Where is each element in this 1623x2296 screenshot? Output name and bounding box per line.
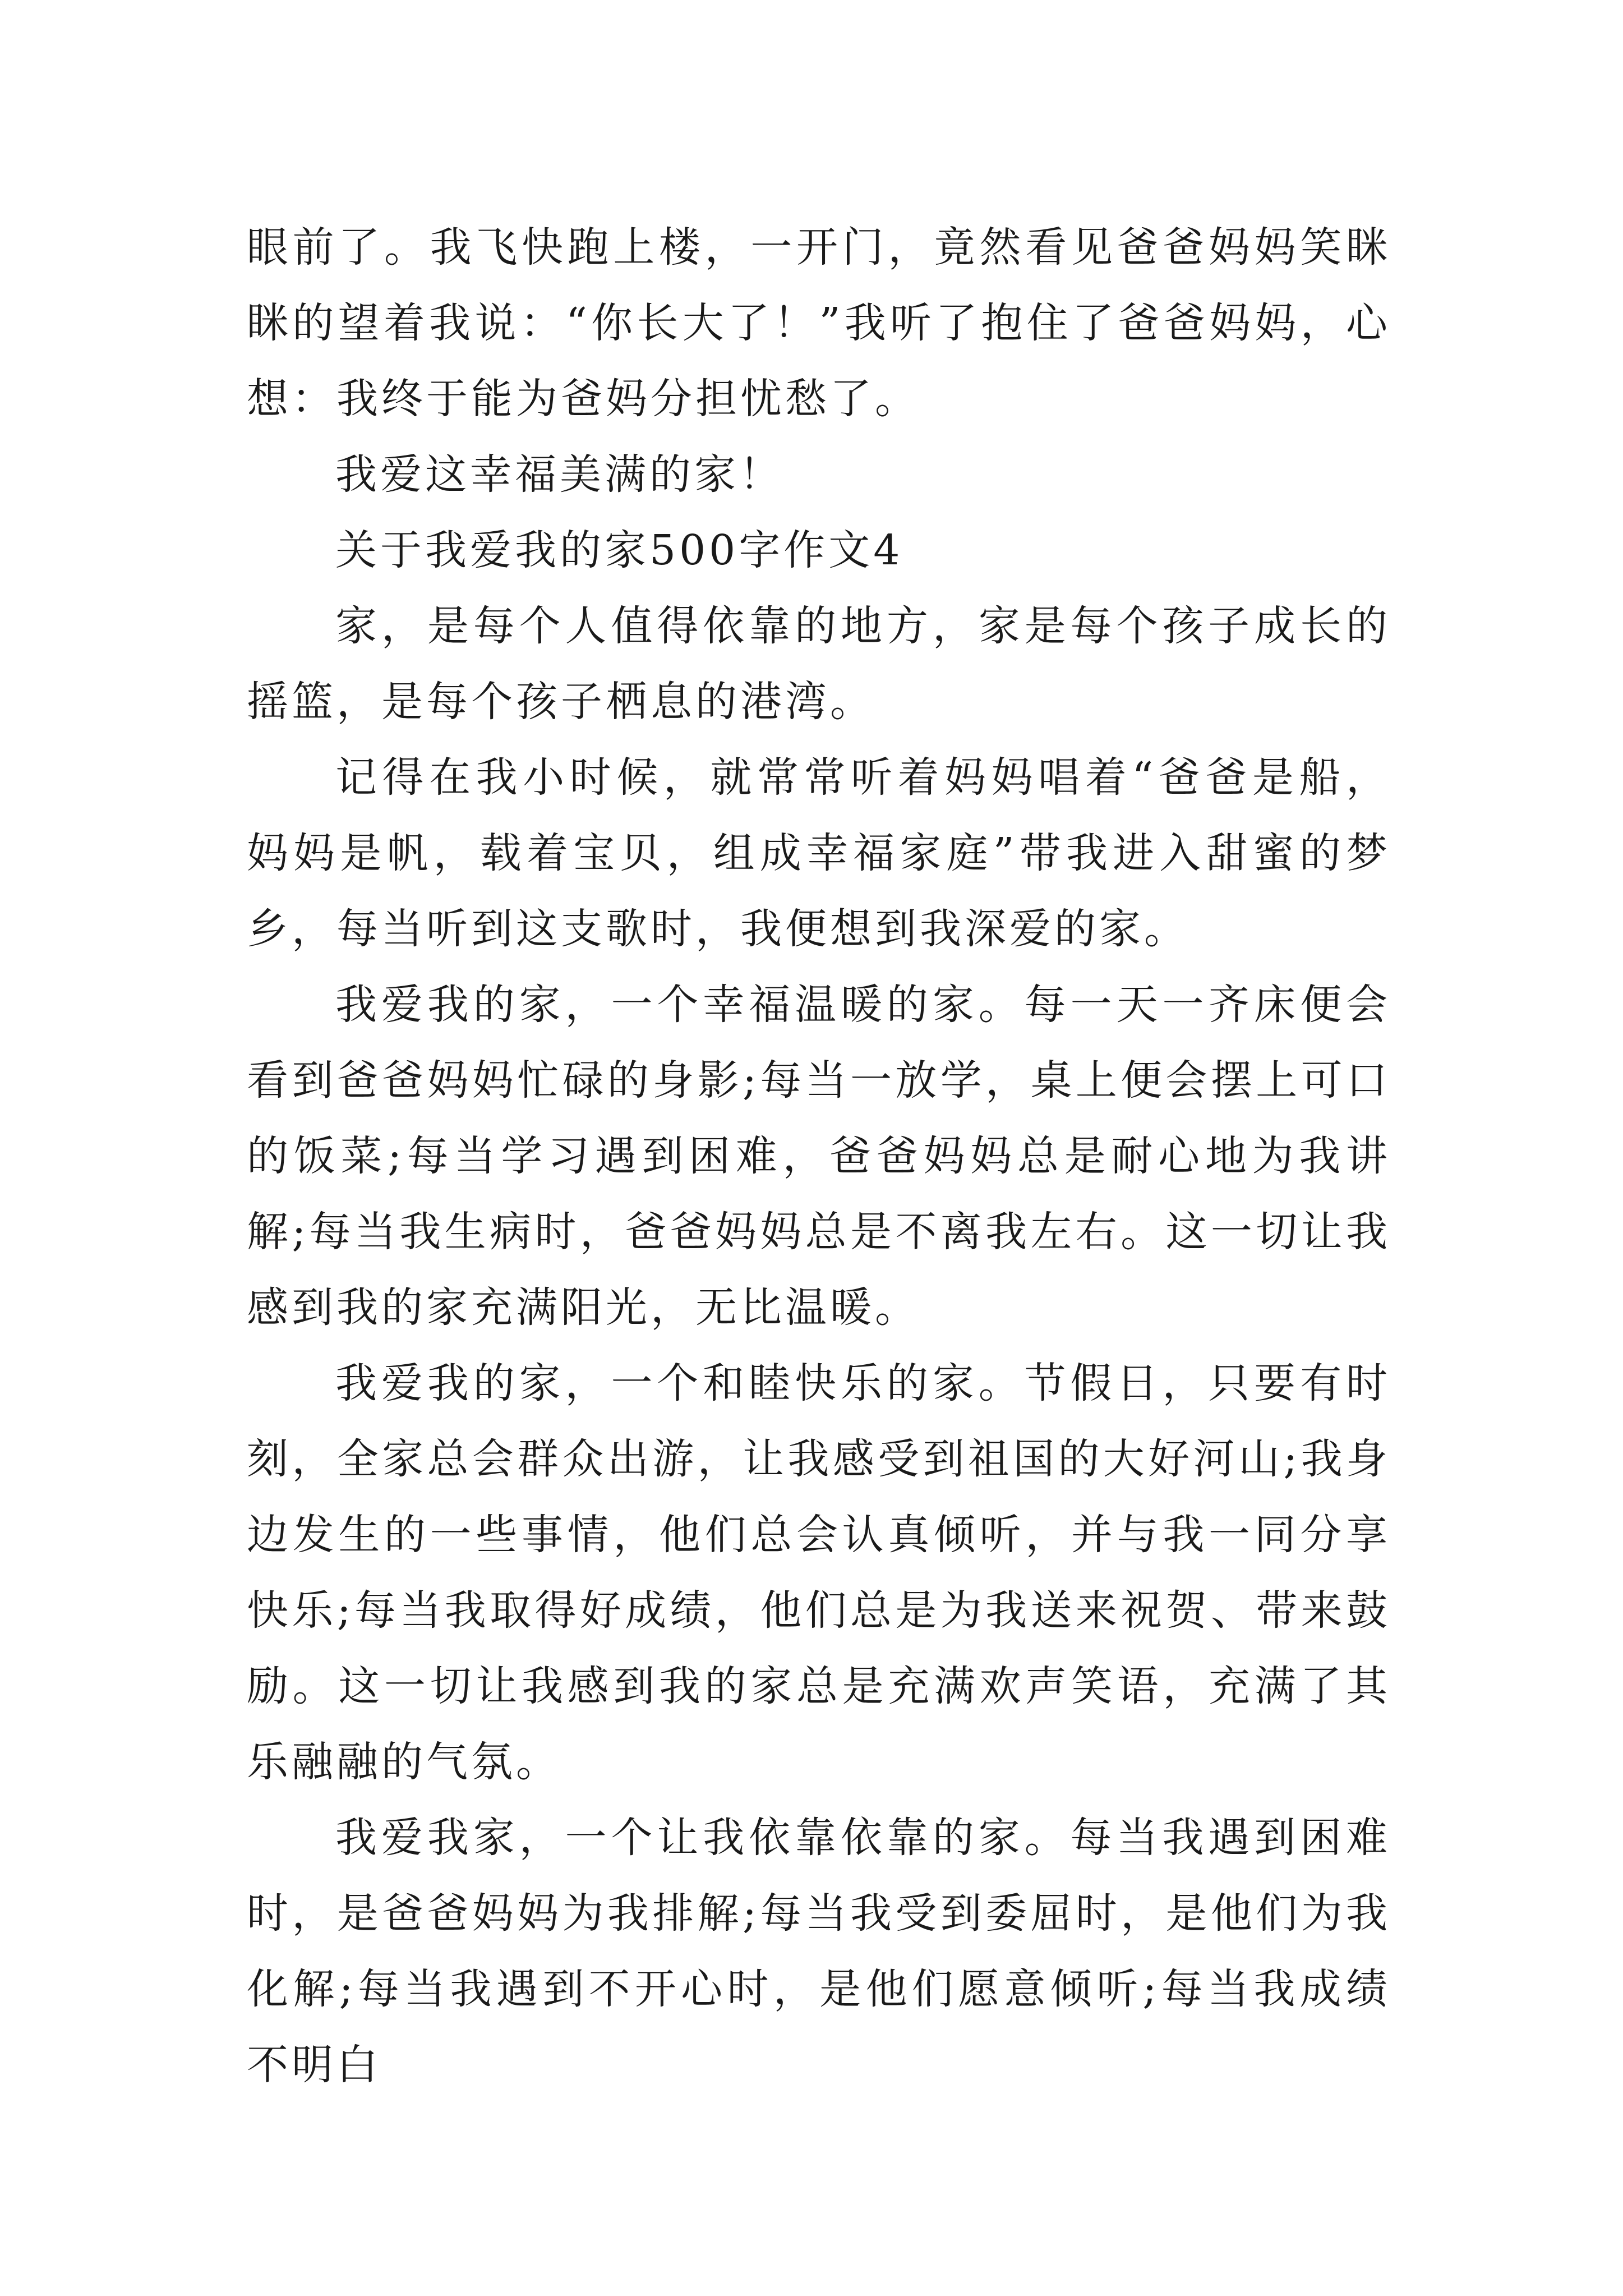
paragraph-7: 我爱我的家，一个和睦快乐的家。节假日，只要有时刻，全家总会群众出游，让我感受到祖国的大好河山;我身边发生的一些事情，他们总会认真倾听，并与我一同分享快乐;每当我取得好成绩，他们总是为我送来祝贺、带来鼓励。这一切让我感到我的家总是充满欢声笑语，充满了其乐融融的气氛。 [247, 1359, 1391, 1786]
paragraph-5: 记得在我小时候，就常常听着妈妈唱着“爸爸是船，妈妈是帆，载着宝贝，组成幸福家庭”带我进入甜蜜的梦乡，每当听到这支歌时，我便想到我深爱的家。 [247, 753, 1391, 953]
paragraph-8: 我爱我家，一个让我依靠依靠的家。每当我遇到困难时，是爸爸妈妈为我排解;每当我受到委屈时，是他们为我化解;每当我遇到不开心时，是他们愿意倾听;每当我成绩不明白 [247, 1814, 1391, 2089]
section-heading: 关于我爱我的家500字作文4 [335, 526, 903, 574]
paragraph-6: 我爱我的家，一个幸福温暖的家。每一天一齐床便会看到爸爸妈妈忙碌的身影;每当一放学，桌上便会摆上可口的饭菜;每当学习遇到困难，爸爸妈妈总是耐心地为我讲解;每当我生病时，爸爸妈妈总是不离我左右。这一切让我感到我的家充满阳光，无比温暖。 [247, 981, 1391, 1332]
document-body [247, 210, 1391, 2103]
paragraph-1: 眼前了。我飞快跑上楼，一开门，竟然看见爸爸妈妈笑眯眯的望着我说：“你长大了！”我听了抱住了爸爸妈妈，心想：我终于能为爸妈分担忧愁了。 [247, 223, 1391, 423]
paragraph-4: 家，是每个人值得依靠的地方，家是每个孩子成长的摇篮，是每个孩子栖息的港湾。 [247, 602, 1391, 726]
paragraph-2: 我爱这幸福美满的家！ [335, 450, 784, 499]
